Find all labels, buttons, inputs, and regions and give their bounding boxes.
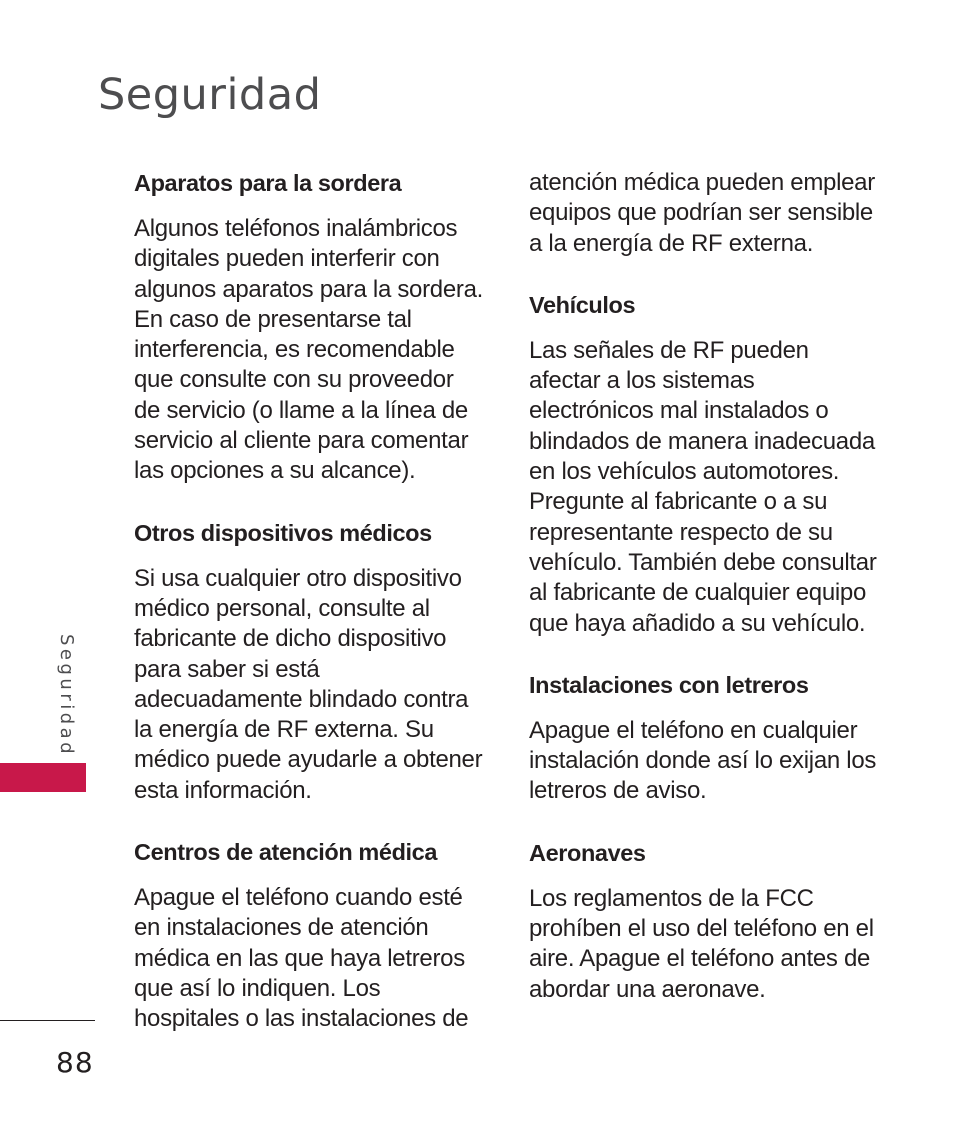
continued-text: atención médica pueden emplear equipos que podrían ser sensible a la energía de RF externa. <box>529 169 875 257</box>
section-heading: Vehículos <box>529 291 636 318</box>
section-vehicles <box>529 290 879 639</box>
section-posted-facilities <box>529 670 879 807</box>
footer-divider <box>0 1020 95 1021</box>
right-column <box>529 168 879 1036</box>
section-heading: Otros dispositivos médicos <box>134 519 432 546</box>
section-heading: Aparatos para la sordera <box>134 170 402 196</box>
section-body: Apague el teléfono en cualquier instalación donde así lo exijan los letreros de aviso. <box>529 716 877 805</box>
section-aircraft <box>529 838 879 1005</box>
left-column <box>134 168 484 1066</box>
section-heading: Centros de atención médica <box>134 839 438 866</box>
section-heading: Instalaciones con letreros <box>529 671 809 698</box>
section-heading: Aeronaves <box>529 839 646 866</box>
section-health-care-facilities <box>134 837 484 1034</box>
section-body: Algunos teléfonos inalámbricos digitales pueden interferir con algunos aparatos para la sordera. En caso de presentarse tal interferencia, es recomendable que consulte con su proveedor de servicio (o llame a la línea de servicio al cliente para comentar las opciones a su alcance). <box>134 215 483 485</box>
side-section-label: Seguridad <box>56 634 77 758</box>
page-title: Seguridad <box>98 70 322 120</box>
section-body: Si usa cualquier otro dispositivo médico personal, consulte al fabricante de dicho dispositivo para saber si está adecuadamente blindado contra la energía de RF externa. Su médico puede ayudarle a obtener esta información. <box>134 564 483 804</box>
section-body: Apague el teléfono cuando esté en instalaciones de atención médica en las que haya letreros que así lo indiquen. Los hospitales o las instalaciones de <box>134 884 469 1033</box>
section-body: Las señales de RF pueden afectar a los sistemas electrónicos mal instalados o blindados de manera inadecuada en los vehículos automotores. Pregunte al fabricante o a su representante respecto de su vehículo. También debe consultar al fabricante de cualquier equipo que haya añadido a su vehículo. <box>529 336 877 637</box>
section-other-medical-devices <box>134 518 484 806</box>
section-hearing-aids <box>134 168 484 487</box>
page-number: 88 <box>56 1046 94 1079</box>
section-tab-marker <box>0 763 86 792</box>
section-body: Los reglamentos de la FCC prohíben el uso del teléfono en el aire. Apague el teléfono antes de abordar una aeronave. <box>529 884 874 1003</box>
